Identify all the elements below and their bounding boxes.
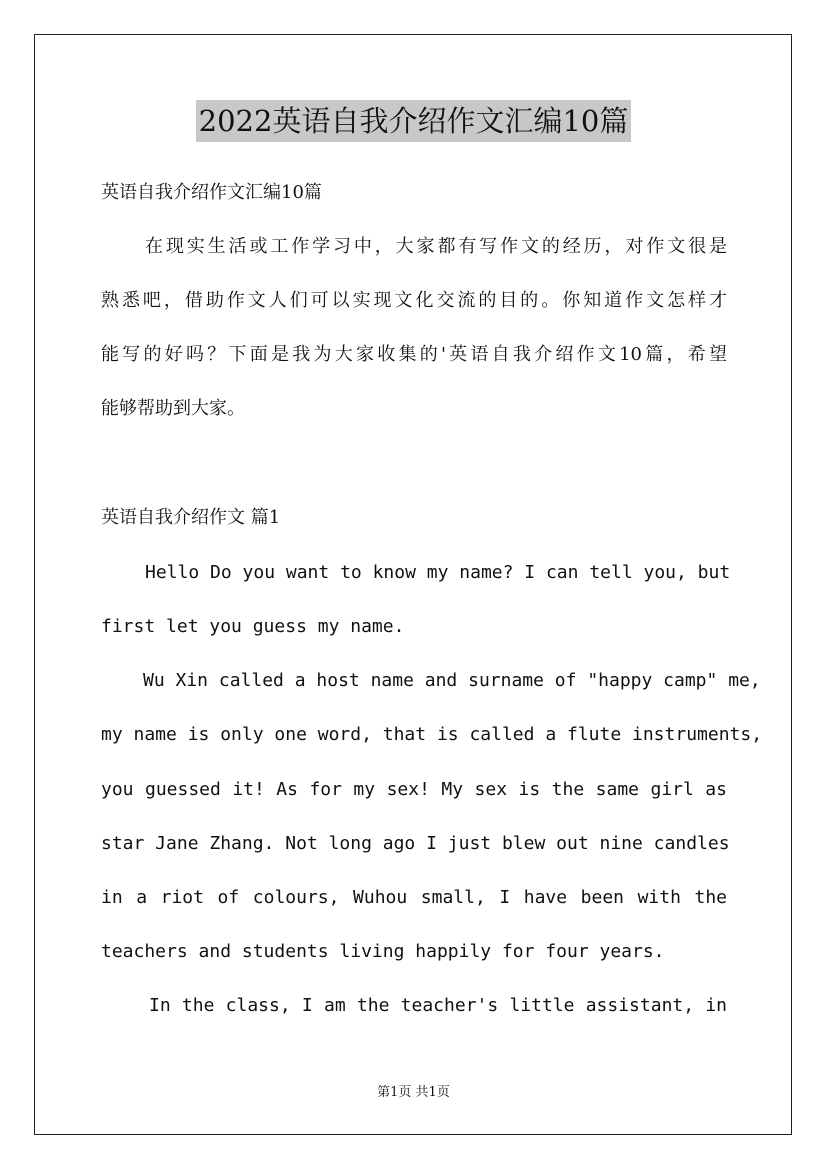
body-line-3: Wu Xin called a host name and surname of "happy camp" me, [143,670,761,691]
body-line-9: In the class, I am the teacher's little assistant, in [149,995,727,1016]
subtitle: 英语自我介绍作文汇编10篇 [101,182,322,203]
intro-line-1: 在现实生活或工作学习中，大家都有写作文的经历，对作文很是 [145,236,727,257]
page-footer: 第1页 共1页 [377,1085,450,1100]
body-line-2: first let you guess my name. [101,616,405,637]
title-container [0,100,827,142]
intro-line-2: 熟悉吧，借助作文人们可以实现文化交流的目的。你知道作文怎样才 [101,290,727,311]
body-line-4: my name is only one word, that is called a flute instruments, [101,724,763,745]
section-heading: 英语自我介绍作文 篇1 [101,507,281,528]
document-title: 2022英语自我介绍作文汇编10篇 [196,100,632,142]
body-line-1: Hello Do you want to know my name? I can tell you, but [145,562,731,583]
body-line-7: in a riot of colours, Wuhou small, I have been with the [101,887,727,908]
body-line-8: teachers and students living happily for four years. [101,941,665,962]
intro-line-4: 能够帮助到大家。 [101,398,245,419]
body-line-5: you guessed it! As for my sex! My sex is the same girl as [101,779,727,800]
body-line-6: star Jane Zhang. Not long ago I just blew out nine candles [101,833,730,854]
intro-line-3: 能写的好吗？下面是我为大家收集的'英语自我介绍作文10篇，希望 [101,344,727,365]
